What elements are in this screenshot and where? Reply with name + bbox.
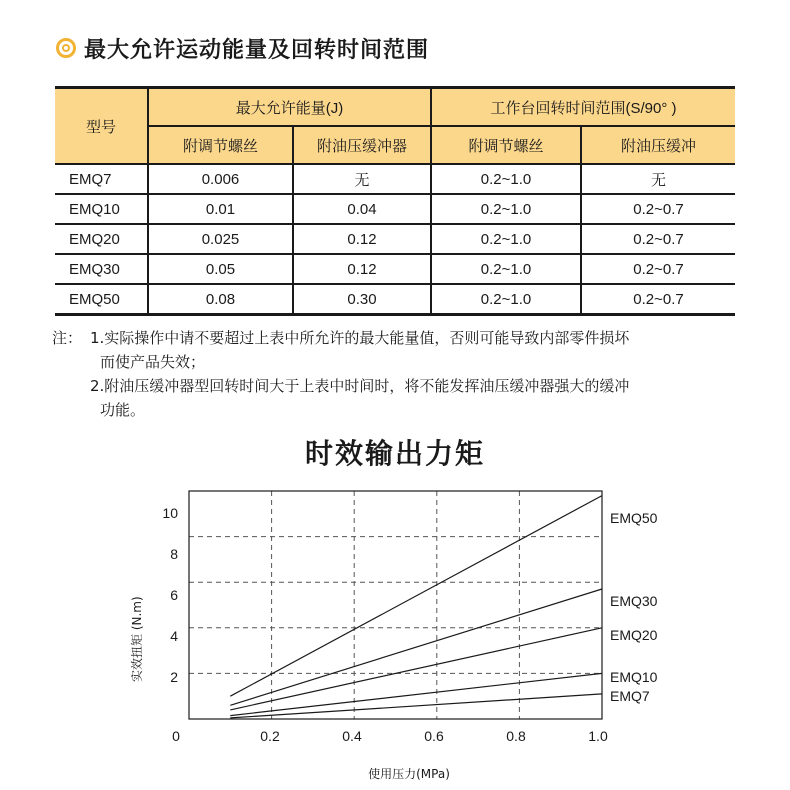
cell-value: 0.12 [293,224,431,254]
cell-model: EMQ20 [55,224,148,254]
note-2-line-2: 功能。 [100,401,146,419]
group-header-rotation: 工作台回转时间范围(S/90° ) [431,88,735,127]
cell-value: 0.2~0.7 [581,284,735,315]
cell-value: 0.12 [293,254,431,284]
cell-value: 0.006 [148,164,293,194]
chart-title: 时效输出力矩 [304,437,485,470]
sub-header-adjust-screw: 附调节螺丝 [148,126,293,164]
cell-model: EMQ7 [55,164,148,194]
cell-value: 无 [581,164,735,194]
y-tick-label: 6 [170,587,178,603]
y-tick-label: 10 [162,505,178,521]
sub-header-shock-absorber-time: 附油压缓冲 [581,126,735,164]
cell-value: 0.08 [148,284,293,315]
cell-value: 无 [293,164,431,194]
series-line-emq10 [230,673,602,715]
series-line-emq30 [230,589,602,705]
y-tick-label: 2 [170,669,178,685]
cell-value: 0.04 [293,194,431,224]
notes-prefix: 注： [52,329,83,347]
cell-value: 0.025 [148,224,293,254]
x-tick-label: 0 [172,728,180,744]
cell-model: EMQ10 [55,194,148,224]
x-tick-label: 1.0 [588,728,608,744]
x-tick-label: 0.4 [342,728,362,744]
group-header-energy: 最大允许能量(J) [148,88,431,127]
cell-model: EMQ30 [55,254,148,284]
note-1-line-2: 而使产品失效； [100,353,206,371]
cell-value: 0.2~1.0 [431,254,581,284]
x-tick-label: 0.8 [506,728,526,744]
sub-header-adjust-screw-time: 附调节螺丝 [431,126,581,164]
x-tick-label: 0.2 [260,728,280,744]
model-header: 型号 [55,88,148,165]
cell-value: 0.2~0.7 [581,254,735,284]
x-axis-label: 使用压力(MPa) [368,767,450,781]
cell-value: 0.2~0.7 [581,224,735,254]
x-tick-label: 0.6 [424,728,444,744]
y-tick-label: 4 [170,628,178,644]
series-label-emq50: EMQ50 [610,510,658,526]
note-1-line-1: 1.实际操作中请不要超过上表中所允许的最大能量值，否则可能导致内部零件损坏 [90,329,630,347]
cell-value: 0.2~1.0 [431,284,581,315]
cell-value: 0.2~0.7 [581,194,735,224]
cell-value: 0.01 [148,194,293,224]
cell-value: 0.2~1.0 [431,164,581,194]
cell-value: 0.05 [148,254,293,284]
series-label-emq20: EMQ20 [610,627,658,643]
cell-model: EMQ50 [55,284,148,315]
cell-value: 0.2~1.0 [431,194,581,224]
section-title: 最大允许运动能量及回转时间范围 [84,37,430,63]
sub-header-shock-absorber: 附油压缓冲器 [293,126,431,164]
series-line-emq50 [230,496,602,697]
note-2-line-1: 2.附油压缓冲器型回转时间大于上表中时间时，将不能发挥油压缓冲器强大的缓冲 [90,377,630,395]
chart-series [230,496,602,718]
series-label-emq10: EMQ10 [610,669,658,685]
cell-value: 0.2~1.0 [431,224,581,254]
y-axis-label: 实效扭矩 (N.m) [130,596,144,682]
series-label-emq7: EMQ7 [610,688,650,704]
cell-value: 0.30 [293,284,431,315]
series-label-emq30: EMQ30 [610,593,658,609]
y-tick-label: 8 [170,546,178,562]
